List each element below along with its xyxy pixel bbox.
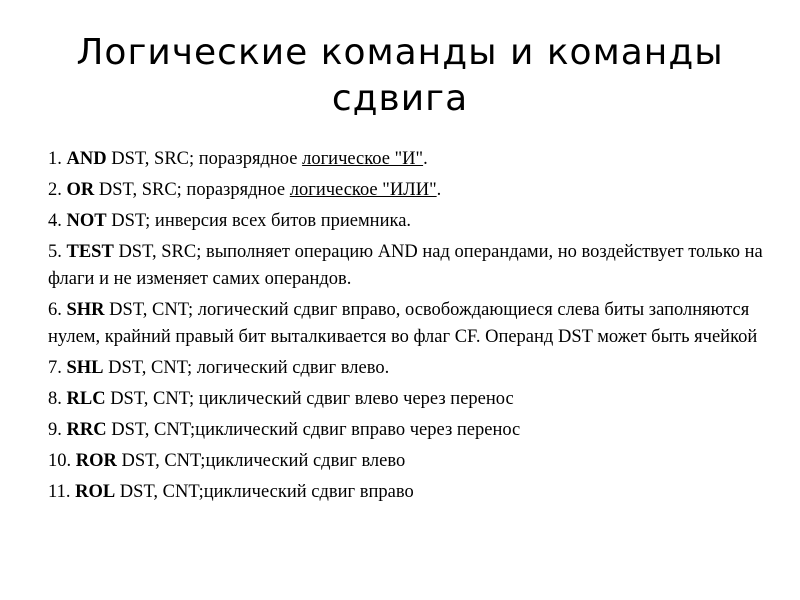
command-mnemonic: OR [66, 180, 95, 200]
slide-title [30, 30, 770, 122]
list-item [48, 239, 768, 293]
item-text: DST, SRC; поразрядное [94, 180, 290, 200]
item-text: 2. [48, 180, 67, 200]
item-text: DST, CNT; логический сдвиг влево. [103, 358, 390, 378]
item-text: DST, CNT;циклический сдвиг влево [116, 451, 406, 471]
item-text: DST, CNT; логический сдвиг вправо, освобождающиеся слева биты заполняются нулем, крайний правый бит выталкивается во флаг CF. Операнд DST может быть ячейкой [48, 300, 758, 347]
item-text: DST, SRC; выполняет операцию AND над операндами, но воздействует только на флаги и не изменяет самих операндов. [48, 242, 763, 289]
list-item [48, 208, 768, 235]
item-text: DST, CNT; циклический сдвиг влево через перенос [105, 389, 514, 409]
command-mnemonic: TEST [66, 242, 114, 262]
item-text: 6. [48, 300, 67, 320]
item-text: 10. [48, 451, 76, 471]
list-item [48, 448, 768, 475]
item-text: 7. [48, 358, 67, 378]
item-text: DST, SRC; поразрядное [106, 149, 303, 169]
item-text: DST, CNT;циклический сдвиг вправо [115, 482, 414, 502]
slide-title-line-2: сдвига [331, 78, 469, 119]
item-text: . [436, 180, 442, 200]
list-item [48, 146, 768, 173]
list-item [48, 479, 768, 506]
item-text: 5. [48, 242, 67, 262]
item-text: DST; инверсия всех битов приемника. [106, 211, 412, 231]
item-text: 1. [48, 149, 67, 169]
item-text: . [423, 149, 428, 169]
command-mnemonic: RRC [66, 420, 107, 440]
command-mnemonic: RLC [66, 389, 106, 409]
list-item [48, 417, 768, 444]
item-text: 11. [48, 482, 76, 502]
command-mnemonic: ROL [75, 482, 116, 502]
list-item [48, 355, 768, 382]
underlined-term: логическое "И" [302, 149, 424, 169]
command-mnemonic: SHR [66, 300, 105, 320]
command-mnemonic: SHL [66, 358, 104, 378]
list-item [48, 386, 768, 413]
command-mnemonic: NOT [66, 211, 107, 231]
item-text: 8. [48, 389, 67, 409]
command-list [48, 146, 768, 510]
item-text: 9. [48, 420, 67, 440]
item-text: 4. [48, 211, 67, 231]
command-mnemonic: AND [66, 149, 107, 169]
item-text: DST, CNT;циклический сдвиг вправо через перенос [106, 420, 521, 440]
command-mnemonic: ROR [75, 451, 117, 471]
slide-title-line-1: Логические команды и команды [76, 32, 724, 73]
underlined-term: логическое "ИЛИ" [289, 180, 437, 200]
list-item [48, 177, 768, 204]
list-item [48, 297, 768, 351]
